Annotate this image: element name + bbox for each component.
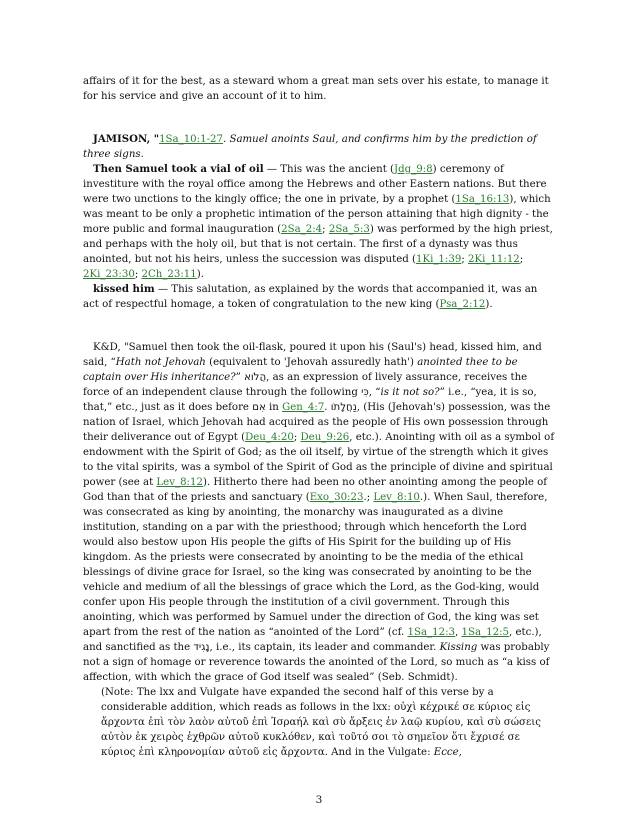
text: . [324, 402, 331, 413]
text: .; [363, 492, 374, 503]
text: . And in the Vulgate: [324, 747, 434, 758]
commentary-heading: kissed him [93, 283, 155, 295]
ref-link[interactable]: 1Sa_12:5 [461, 627, 510, 638]
text: ). [196, 269, 204, 280]
text: ). Hitherto there had been no other anointing among the people of God than that of the priests and sanctuary ( [83, 477, 548, 503]
italic-text: is it not so? [380, 387, 440, 398]
text: ; [322, 224, 329, 235]
commentary-kissed-him [83, 282, 555, 312]
page-content [83, 74, 555, 760]
text: , i.e., its captain, its leader and commander. [209, 642, 440, 653]
text: , etc.). Anointing with oil as a symbol of endowment with the Spirit of God; as the oil itself, by virtue of the strength which it gives to the vital spirits, was a symbol of the Spirit of God as the principle of divine and spiritual power (see at [83, 432, 555, 488]
hebrew-word: נָגִיד [193, 642, 210, 653]
ref-link[interactable]: 2Ch_23:11 [141, 269, 197, 280]
lxx-note [83, 685, 555, 760]
jamison-lead: JAMISON, " [93, 133, 160, 145]
ref-link[interactable]: 1Sa_10:1-27 [159, 134, 223, 145]
ref-link[interactable]: 2Ki_11:12 [467, 254, 520, 265]
jamison-summary: . Samuel anoints Saul, and confirms him by the prediction of three signs. [83, 134, 537, 160]
text: ), which was meant to be only a prophetic intimation of the person attaining that high dignity - the more public and formal inauguration ( [83, 194, 551, 235]
ref-link[interactable]: 1Ki_1:39 [415, 254, 462, 265]
text: was probably not a sign of homage or reverence towards the anointed of the Lord, so much as “a kiss of affection, with which the grace of God itself was sealed” (Seb. Schmidt). [83, 642, 550, 683]
italic-text: Kissing [439, 642, 478, 653]
ref-link[interactable]: Gen_4:7 [282, 402, 325, 413]
greek-text: οὐχὶ κέχρικέ σε κύριος εἰς ἄρχοντα ἐπὶ τὸν λαὸν αὐτοῦ ἐπὶ Ἰσραήλ καὶ σὺ ἄρξεις ἐν λαῷ κυρίου, καὶ σὺ σώσεις αὐτὸν ἐκ χειρὸς ἐχθρῶν αὐτοῦ κυκλόθεν, καὶ τοῦτό σοι τὸ σημεῖον ὅτι ἔχρισέ σε κύριος ἐπὶ κληρονομίαν αὐτοῦ εἰς ἄρχοντα [101, 702, 541, 758]
text: ) ceremony of investiture with the royal office among the Hebrews and other Eastern nations. But there were two unctions to the kingly office; the one in private, by a prophet ( [83, 164, 547, 205]
text: , [455, 627, 462, 638]
hebrew-word: הֲלֹוא [244, 372, 267, 383]
hebrew-word: נַחֲלָתֹו [330, 402, 357, 413]
paragraph-continuation: affairs of it for the best, as a steward whom a great man sets over his estate, to manage it for his service and give an account of it to him. [83, 76, 549, 102]
kd-commentary [83, 340, 555, 685]
text: — This salutation, as explained by the words that accompanied it, was an act of respectful homage, a token of congratulation to the new king ( [83, 284, 538, 310]
ref-link[interactable]: Deu_9:26 [300, 432, 350, 443]
text: ; [293, 432, 301, 443]
ref-link[interactable]: 2Sa_2:4 [281, 224, 323, 235]
italic-text: Ecce, [433, 747, 462, 758]
text: ). [485, 299, 493, 310]
text: K&D, "Samuel then took the oil-flask, poured it upon his (Saul's) head, kissed him, and said, “ [83, 342, 542, 368]
ref-link[interactable]: 2Ki_23:30 [83, 269, 135, 280]
page-number: 3 [315, 794, 323, 806]
hebrew-word: אִם [252, 402, 266, 413]
text: in [265, 402, 283, 413]
text: , etc.), and sanctified as the [83, 627, 542, 653]
italic-text: Hath not Jehovah [115, 357, 206, 368]
text: ; [134, 269, 142, 280]
text: ; [519, 254, 524, 265]
italic-text: anointed thee to be captain over His inheritance? [83, 357, 518, 383]
ref-link[interactable]: 1Sa_16:13 [455, 194, 510, 205]
text: , as an expression of lively assurance, receives the force of an independent clause through the following [83, 372, 528, 398]
text: ; [461, 254, 468, 265]
ref-link[interactable]: 1Sa_12:3 [407, 627, 456, 638]
text: .). When Saul, therefore, was consecrated as king by anointing, the monarchy was inaugurated as a divine institution, standing on a par with the priesthood; through which henceforth the Lord would also bestow upon His people the gifts of His Spirit for the building up of His kingdom. As the priests were consecrated by anointing to be the media of the ethical blessings of divine grace for Israel, so the king was consecrated by anointing to be the vehicle and medium of all the blessings of grace which the Lord, as the God-king, would confer upon His people through the institution of a civil government. Through this anointing, which was performed by Samuel under the direction of God, the king was set apart from the rest of the nation as “anointed of the Lord” (cf. [83, 492, 548, 638]
commentary-vial-of-oil [83, 162, 555, 282]
text: — This was the ancient ( [263, 164, 395, 175]
jamison-intro [83, 132, 555, 162]
text: (Note: The lxx and Vulgate have expanded the second half of this verse by a considerable addition, which reads as follows in the lxx: [101, 687, 494, 713]
ref-link[interactable]: Lev_8:10 [373, 492, 420, 503]
ref-link[interactable]: Psa_2:12 [439, 299, 486, 310]
ref-link[interactable]: Jdg_9:8 [394, 164, 433, 175]
text: , “ [368, 387, 381, 398]
text: (equivalent to 'Jehovah assuredly hath') [205, 357, 418, 368]
text: , (His (Jehovah's) possession, was the nation of Israel, which Jehovah had acquired as the people of His own possession through their deliverance out of Egypt ( [83, 402, 551, 443]
text: ” [235, 372, 245, 383]
hebrew-word: כִּי [361, 387, 369, 398]
ref-link[interactable]: Exo_30:23 [309, 492, 364, 503]
ref-link[interactable]: Lev_8:12 [156, 477, 203, 488]
ref-link[interactable]: 2Sa_5:3 [328, 224, 370, 235]
text: ” i.e., “yea, it is so, that,” etc., just as it does before [83, 387, 537, 413]
text: ) was performed by the high priest, and perhaps with the holy oil, but that is not certain. The first of a dynasty was thus anointed, but not his heirs, unless the succession was disputed ( [83, 224, 553, 265]
commentary-heading: Then Samuel took a vial of oil [93, 163, 264, 175]
ref-link[interactable]: Deu_4:20 [245, 432, 294, 443]
